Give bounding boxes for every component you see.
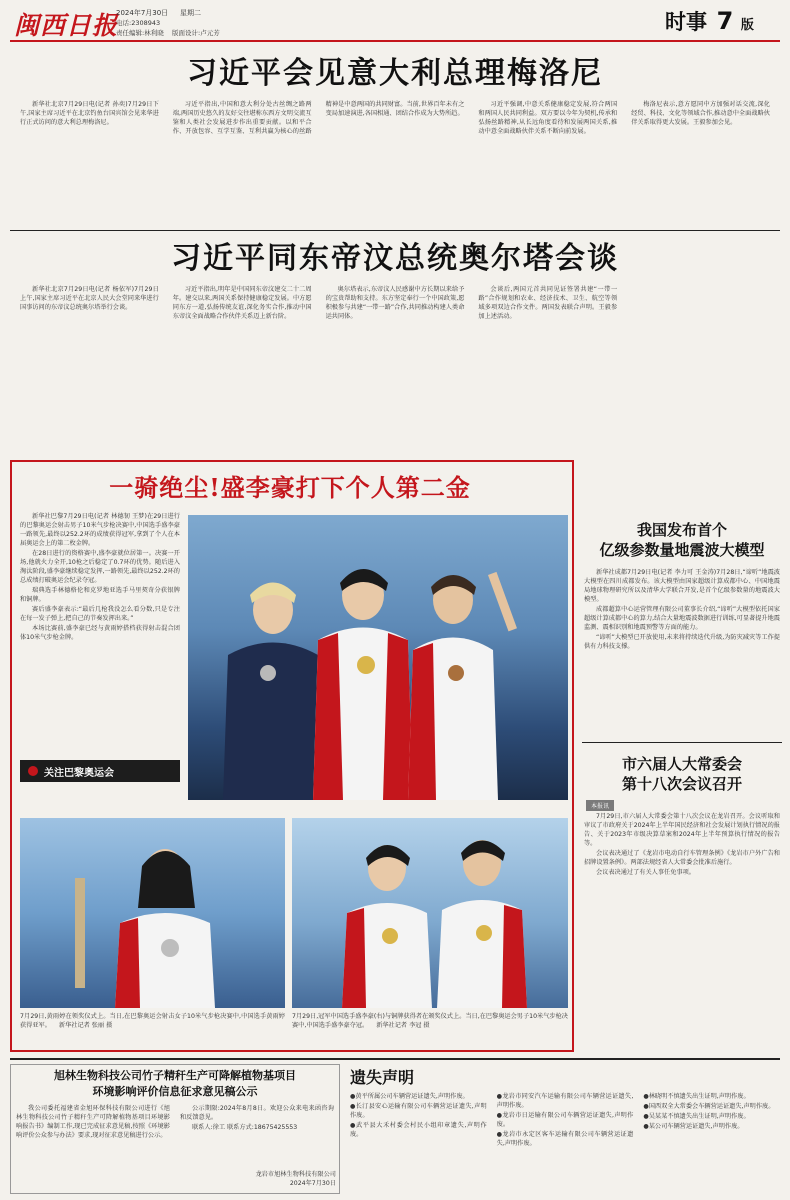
article1-title: 习近平会见意大利总理梅洛尼	[187, 56, 603, 91]
caption-right-credit: 新华社记者 李冠 摄	[376, 1022, 430, 1029]
lost-item: ●长汀县安心运输有限公司车辆营运证遗失,声明作废。	[350, 1103, 487, 1119]
olympics-tag-icon	[28, 766, 38, 776]
lost-notice-list	[350, 1092, 780, 1196]
masthead-rule	[10, 40, 780, 42]
caption-left-credit: 新华社记者 张丽 摄	[58, 1022, 113, 1029]
article3-body	[584, 568, 780, 738]
lost-item: ●武平县大禾村委会村民小组印章遗失,声明作废。	[350, 1122, 487, 1138]
ad-date: 2024年7月30日	[289, 1180, 336, 1187]
lost-item: ●国西双全大常委会车辆营运证遗失,声明作废。	[643, 1103, 775, 1110]
article3-paragraph: 新华社成都7月29日电(记者 李力可 王金涛)7月28日,“谛听”地震波大模型在四川成都发布。该大模型由国家超级计算成都中心、中国地震局地球物理研究所以及清华大学联合开发,是首个亿级参数量的地震波大模型。	[584, 569, 780, 603]
lost-item: ●龙岩市同安汽车运输有限公司车辆营运证遗失,声明作废。	[496, 1093, 634, 1109]
caption-right	[292, 1012, 568, 1048]
article4-title-line1: 市六届人大常委会	[621, 755, 742, 773]
ad-body	[16, 1104, 334, 1166]
lost-item: ●某公司车辆营运证遗失,声明作废。	[643, 1123, 744, 1130]
article1-body	[20, 100, 770, 222]
podium-illustration	[188, 515, 568, 800]
article2-paragraph: 新华社北京7月29日电(记者 杨依军)7月29日上午,国家主席习近平在北京人民大会堂同来华进行国事访问的东帝汶总统奥尔塔举行会谈。	[20, 286, 159, 311]
feature-paragraph: 新华社巴黎7月29日电(记者 林德韧 王梦)在29日进行的巴黎奥运会射击男子10米气步枪决赛中,中国选手盛李豪一路领先,最终以252.2环的成绩获得冠军,拿到了个人在本届奥运会上的第二枚金牌。	[20, 513, 180, 547]
ad-title-line2: 环境影响评价信息征求意见稿公示	[92, 1085, 258, 1098]
article1-paragraph: 习近平指出,中国和意大利分处古丝绸之路两端,两国历史悠久的友好交往堪称东西方文明交流互鉴和人类社会发展进步作出重要贡献。以和平合作、开放包容、互学互鉴、互利共赢为核心的丝路精神是中意两国的共同财富。当前,世界百年未有之变局加速演进,各国相通、团结合作成为大势所趋。	[172, 101, 465, 135]
ad-signature-block	[180, 1170, 336, 1192]
article3-paragraph: “谛听”大模型已开放使用,未来将持续迭代升级,为防灾减灾等工作提供有力科技支撑。	[584, 634, 780, 650]
article3-paragraph: 成都超算中心运营管理有限公司董事长介绍,“谛听”大模型依托国家超级计算成都中心的算力,结合大量地震波数据进行训练,可显著提升地震监测、震相识别和地震预警等方面的能力。	[584, 606, 780, 631]
lost-item: ●林晓明不慎遗失出生证明,声明作废。	[643, 1093, 750, 1100]
feature-paragraph: 赛后盛李豪表示:“最后几枪我没怎么看分数,只是专注在每一发子弹上,把自己的节奏发挥出来。”	[20, 606, 180, 622]
article1-paragraph: 习近平强调,中意关系健康稳定发展,符合两国和两国人民共同利益。双方要以今年为契机,传承和弘扬丝路精神,从长远角度看待和发展两国关系,推动中意全面战略伙伴关系不断向前发展。	[478, 101, 618, 135]
article4-title	[582, 754, 782, 794]
caption-left-text: 7月29日,黄雨婷在领奖仪式上。当日,在巴黎奥运会射击女子10米气步枪决赛中,中国选手黄雨婷获得亚军。	[20, 1013, 285, 1029]
caption-left	[20, 1012, 285, 1048]
podium-photo	[188, 515, 568, 800]
masthead-editor: 责任编辑:林利晓	[116, 29, 164, 37]
masthead	[0, 0, 790, 42]
feature-paragraph: 瑞典选手林德格伦和克罗地亚选手马里契奇分获银牌和铜牌。	[20, 587, 180, 603]
feature-paragraph: 在28日进行的资格赛中,盛李豪就位居第一。决赛一开场,他就火力全开,10枪之后稳定了0.7环的优势。随后进入淘汰阶段,盛李豪继续稳定发挥,一路领先,最终以252.2环的总成绩打破奥运会纪录夺冠。	[20, 550, 180, 584]
ad-paragraph: 公示期限:2024年8月8日。欢迎公众来电来函咨询和反馈意见。	[180, 1105, 334, 1121]
divider	[582, 742, 782, 743]
olympics-tag-label: 关注巴黎奥运会	[44, 767, 114, 779]
article3-title-line1: 我国发布首个	[636, 521, 727, 539]
article4-body	[584, 812, 780, 1052]
article1-paragraph: 梅洛尼表示,意方愿同中方加强对话交流,深化经贸、科技、文化等领域合作,推动意中全面战略伙伴关系取得更大发展。王毅参加会见。	[631, 101, 770, 126]
newspaper-logo: 闽西日报	[14, 11, 119, 40]
article4-tag: 本报讯	[586, 800, 614, 811]
feature-title: 一骑绝尘!盛李豪打下个人第二金	[109, 473, 471, 502]
feature-paragraph: 本场比赛前,盛李豪已经与黄雨婷搭档获得射击混合团体10米气步枪金牌。	[20, 625, 180, 641]
section-label	[665, 6, 754, 36]
masthead-weekday: 星期二	[180, 9, 201, 17]
divider	[10, 230, 780, 231]
lost-notice-title: 遗失声明	[350, 1068, 415, 1087]
lost-item: ●龙岩市永定区客车运输有限公司车辆营运证遗失,声明作废。	[496, 1131, 634, 1147]
section-name: 时事	[665, 9, 707, 34]
silver-medalist-illustration	[20, 818, 285, 1008]
article4-paragraph: 会议表决通过了《龙岩市电动自行车管理条例》《龙岩市户外广告和招牌设置条例》。两部法规经省人大常委会批准后施行。	[584, 850, 780, 866]
bottom-divider	[10, 1058, 780, 1060]
masthead-designer: 版面设计:卢元芳	[172, 29, 220, 37]
article4-paragraph: 会议表决通过了有关人事任免事项。	[596, 869, 695, 876]
ad-paragraph: 我公司委托福建省金旭环保科技有限公司进行《旭林生物科技公司竹子精秆生产可降解植物基项目环境影响报告书》编制工作,现已完成征求意见稿,按照《环境影响评价公众参与办法》要求,现对征求意见稿进行公示。	[16, 1105, 170, 1139]
article3-title	[582, 520, 782, 560]
masthead-tel: 电话:2308943	[116, 19, 161, 27]
article2-paragraph: 习近平指出,明年是中国同东帝汶建交二十二周年。建交以来,两国关系保持健康稳定发展。中方愿同东方一道,弘扬传统友谊,深化务实合作,推动中国东帝汶全面战略合作伙伴关系迈上新台阶。	[172, 286, 312, 320]
article4-paragraph: 7月29日,市六届人大常委会第十八次会议在龙岩召开。会议听取和审议了市政府关于2024年上半年国民经济和社会发展计划执行情况的报告、关于2023年市级决算草案和2024年上半年预算执行情况的报告等。	[584, 813, 780, 847]
silver-medalist-photo	[20, 818, 285, 1008]
page-unit: 版	[740, 18, 754, 33]
champions-photo	[292, 818, 568, 1008]
article2-body	[20, 285, 770, 445]
champions-illustration	[292, 818, 568, 1008]
page-number: 7	[716, 7, 734, 35]
ad-contact: 联系人:徐工 联系方式:18675425553	[192, 1124, 298, 1131]
ad-title	[14, 1068, 336, 1100]
feature-body	[20, 512, 180, 752]
olympics-tag	[20, 760, 180, 782]
lost-item: ●龙岩市日运输有限公司车辆营运证遗失,声明作废。	[496, 1112, 634, 1128]
article3-title-line2: 亿级参数量地震波大模型	[599, 541, 765, 559]
ad-signature: 龙岩市旭林生物科技有限公司	[255, 1171, 336, 1178]
masthead-date: 2024年7月30日	[116, 9, 169, 17]
article2-paragraph: 奥尔塔表示,东帝汶人民感谢中方长期以来给予的宝贵帮助和支持。东方坚定奉行一个中国政策,愿积极参与共建“一带一路”合作,共同推动构建人类命运共同体。	[325, 286, 465, 320]
caption-right-text: 7月29日,冠军中国选手盛李豪(右)与铜牌获得者在颁奖仪式上。当日,在巴黎奥运会男子10米气步枪决赛中,中国选手盛李豪夺冠。	[292, 1013, 568, 1029]
article2-title: 习近平同东帝汶总统奥尔塔会谈	[171, 241, 619, 276]
article2-paragraph: 会谈后,两国元首共同见证签署共建“一带一路”合作规划和农业、经济技术、卫生、航空等领域多项双边合作文件。两国发表联合声明。王毅参加上述活动。	[478, 286, 618, 320]
lost-item: ●黄平所属公司车辆营运证遗失,声明作废。	[350, 1093, 469, 1100]
article1-paragraph: 新华社北京7月29日电(记者 孙奕)7月29日下午,国家主席习近平在北京钓鱼台国宾馆会见来华进行正式访问的意大利总理梅洛尼。	[20, 101, 159, 126]
article4-title-line2: 第十八次会议召开	[621, 775, 742, 793]
ad-title-line1: 旭林生物科技公司竹子精秆生产可降解植物基项目	[54, 1069, 296, 1082]
lost-item: ●吴某某不慎遗失出生证明,声明作废。	[643, 1113, 750, 1120]
